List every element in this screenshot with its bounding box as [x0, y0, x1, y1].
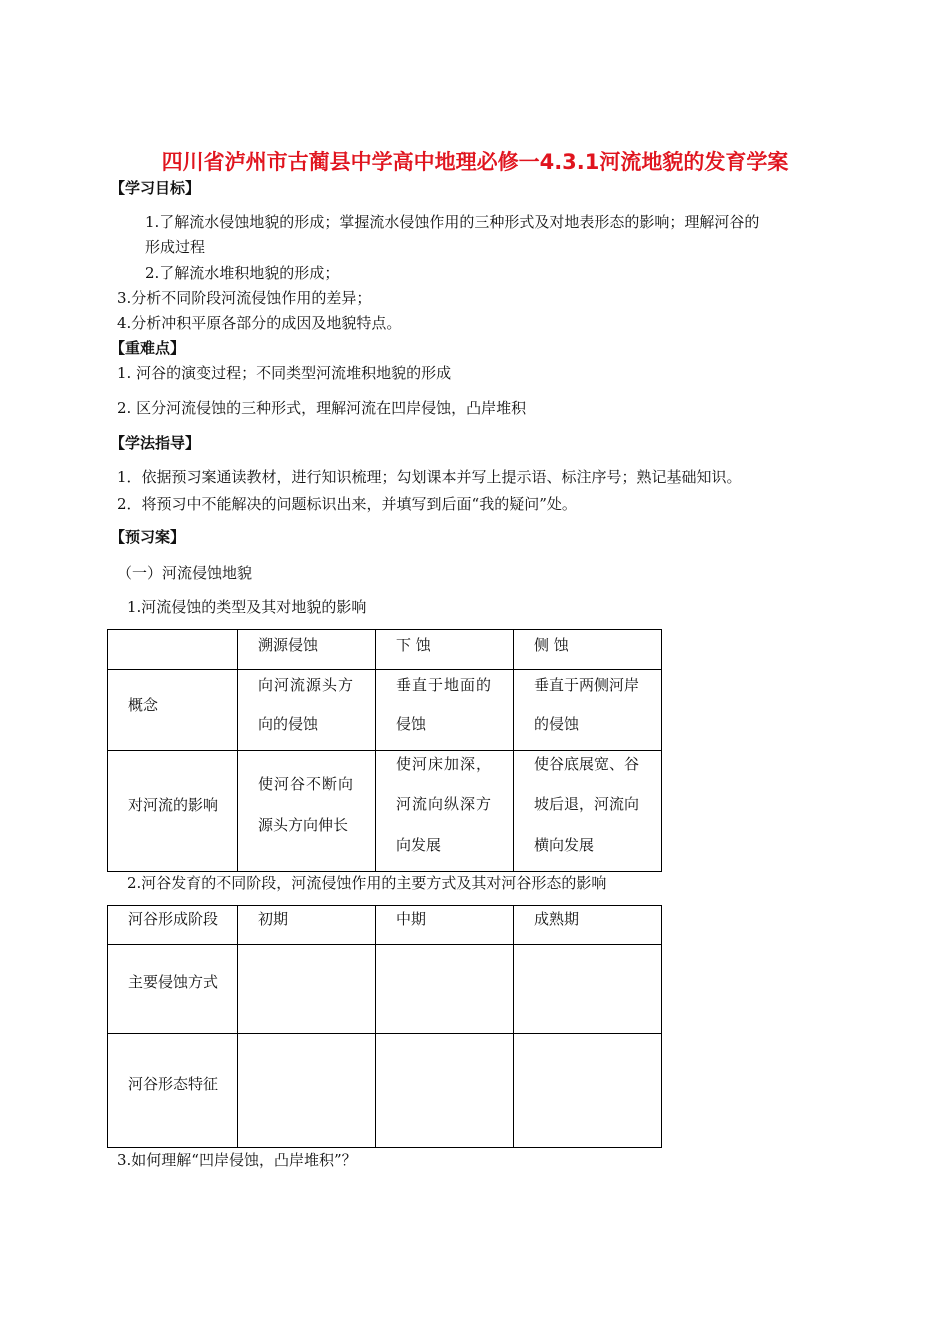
- table-header-cell: 初期: [258, 910, 289, 928]
- table-header-cell: 溯源侵蚀: [258, 636, 319, 654]
- table-cell-text: 横向发展: [534, 836, 595, 854]
- valley-stages-table: [107, 905, 662, 1148]
- blank-answer-cell: [514, 1034, 661, 1147]
- blank-answer-cell: [376, 945, 513, 1033]
- question-1: 1.河流侵蚀的类型及其对地貌的影响: [127, 598, 367, 616]
- row-label: 概念: [128, 696, 159, 714]
- table-cell-text: 使河床加深，: [396, 755, 493, 773]
- table-cell-text: 向的侵蚀: [258, 715, 319, 733]
- table-cell-text: 坡后退，河流向: [534, 795, 640, 813]
- table-cell-text: 垂直于地面的: [396, 676, 493, 694]
- table-cell-text: 侵蚀: [396, 715, 427, 733]
- table-row: [108, 670, 662, 751]
- table-cell-text: 使河谷不断向: [258, 775, 355, 793]
- blank-answer-cell: [238, 945, 375, 1033]
- goal-3: 3.分析不同阶段河流侵蚀作用的差异；: [117, 289, 372, 307]
- question-3: 3.如何理解“凹岸侵蚀，凸岸堆积”？: [117, 1151, 357, 1169]
- table-row: [108, 751, 662, 872]
- table-header-cell: 河谷形成阶段: [128, 910, 219, 928]
- goals-heading: 【学习目标】: [110, 179, 201, 197]
- goal-1-line-2: 形成过程: [145, 238, 206, 256]
- erosion-types-table: [107, 629, 662, 872]
- key-point-1: 1. 河谷的演变过程；不同类型河流堆积地貌的形成: [117, 364, 452, 382]
- table-row: [108, 1034, 662, 1148]
- method-2: 2．将预习中不能解决的问题标识出来，并填写到后面“我的疑问”处。: [117, 495, 577, 513]
- table-row: [108, 945, 662, 1034]
- page-title: 四川省泸州市古蔺县中学高中地理必修一4.3.1河流地貌的发育学案: [161, 150, 789, 174]
- table-header-cell: 侧 蚀: [534, 636, 569, 654]
- table-cell-text: 垂直于两侧河岸: [534, 676, 640, 694]
- key-points-heading: 【重难点】: [110, 339, 186, 357]
- method-1: 1．依据预习案通读教材，进行知识梳理；勾划课本并写上提示语、标注序号；熟记基础知识。: [117, 468, 742, 486]
- question-2: 2.河谷发育的不同阶段，河流侵蚀作用的主要方式及其对河谷形态的影响: [127, 874, 607, 892]
- row-label: 对河流的影响: [128, 796, 219, 814]
- preview-heading: 【预习案】: [110, 528, 186, 546]
- table-cell-text: 向发展: [396, 836, 442, 854]
- table-cell-text: 使谷底展宽、谷: [534, 755, 640, 773]
- row-label: 主要侵蚀方式: [128, 973, 219, 991]
- blank-answer-cell: [376, 1034, 513, 1147]
- blank-answer-cell: [514, 945, 661, 1033]
- row-label: 河谷形态特征: [128, 1075, 219, 1093]
- subsection-river-erosion: （一）河流侵蚀地貌: [117, 564, 253, 582]
- method-heading: 【学法指导】: [110, 434, 201, 452]
- goal-1-line-1: 1.了解流水侵蚀地貌的形成；掌握流水侵蚀作用的三种形式及对地表形态的影响；理解河谷的: [145, 213, 760, 231]
- table-cell-text: 河流向纵深方: [396, 795, 493, 813]
- table-header-cell: 下 蚀: [396, 636, 431, 654]
- blank-answer-cell: [238, 1034, 375, 1147]
- table-cell-text: 源头方向伸长: [258, 816, 349, 834]
- table-cell-text: 的侵蚀: [534, 715, 580, 733]
- goal-2: 2.了解流水堆积地貌的形成；: [145, 264, 340, 282]
- table-header-row: [108, 906, 662, 945]
- table-header-cell: 成熟期: [534, 910, 580, 928]
- goal-4: 4.分析冲积平原各部分的成因及地貌特点。: [117, 314, 402, 332]
- key-point-2: 2. 区分河流侵蚀的三种形式，理解河流在凹岸侵蚀，凸岸堆积: [117, 399, 527, 417]
- table-header-cell: 中期: [396, 910, 427, 928]
- table-cell-text: 向河流源头方: [258, 676, 355, 694]
- table-header-row: [108, 630, 662, 670]
